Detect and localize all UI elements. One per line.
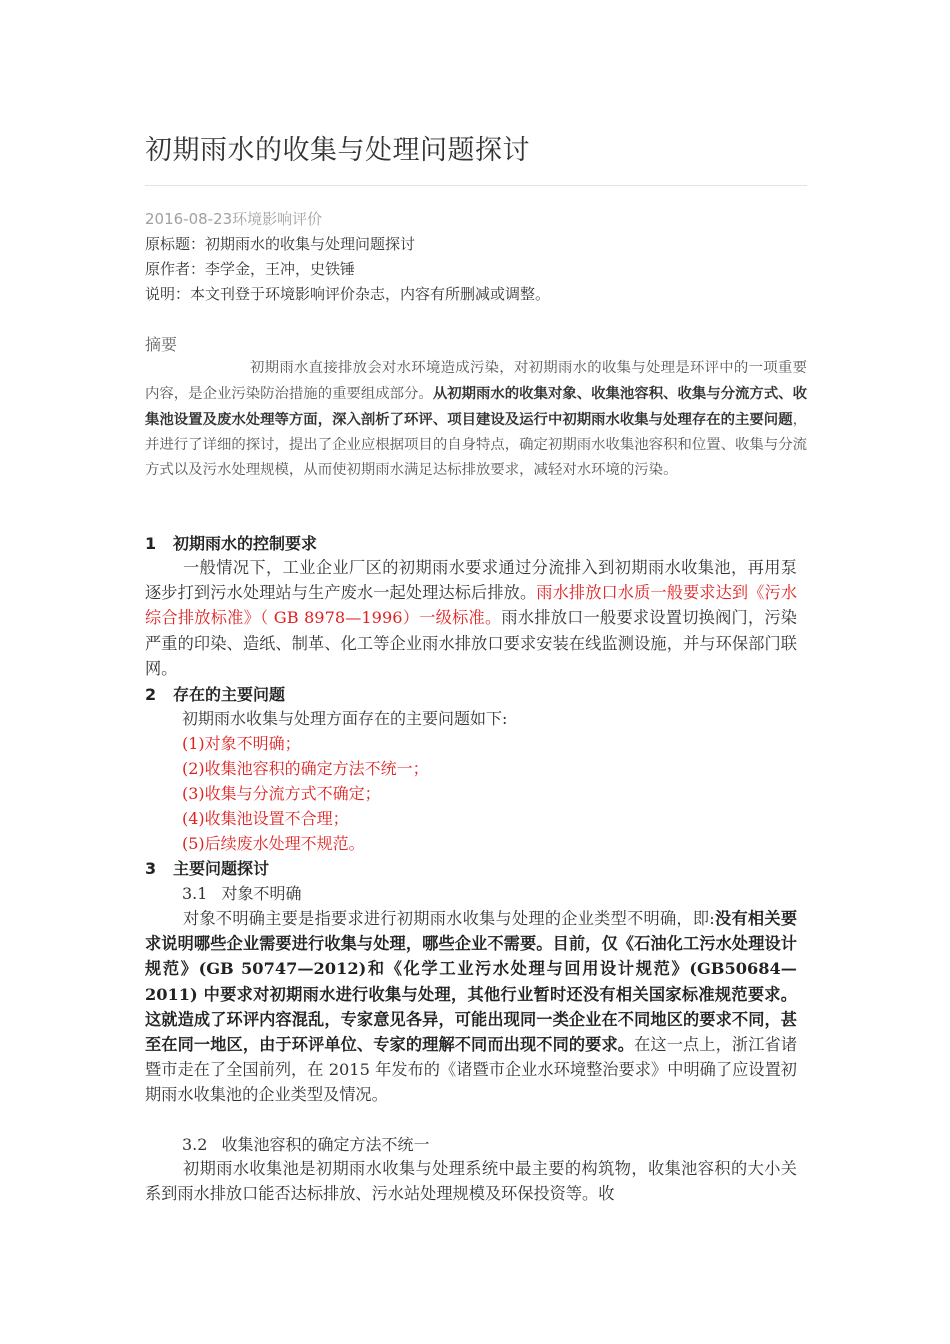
subsection-3-2-number: 3.2: [182, 1135, 208, 1154]
section-3-number: 3: [145, 859, 157, 878]
original-authors: 原作者：李学金，王冲，史铁锤: [145, 260, 356, 278]
section-2-number: 2: [145, 685, 157, 704]
abstract-text-end: ，并进行了详细的探讨，提出了企业应根据项目的自身特点，确定初期雨水收集池容积和位置、收集与分流方式以及污水处理规模，从而使初期雨水满足达标排放要求，减轻对水环境的污染。: [145, 412, 807, 478]
section-1-title: 初期雨水的控制要求: [173, 534, 318, 553]
section-3-title: 主要问题探讨: [173, 859, 270, 878]
subsection-3-1-title: 对象不明确: [221, 884, 302, 903]
subsection-3-2-paragraph: 初期雨水收集池是初期雨水收集与处理系统中最主要的构筑物，收集池容积的大小关系到雨水排放口能否达标排放、污水站处理规模及环保投资等。收: [145, 1159, 797, 1204]
problem-item-2: (2)收集池容积的确定方法不统一；: [182, 759, 429, 778]
section-2-intro: 初期雨水收集与处理方面存在的主要问题如下:: [182, 709, 508, 728]
subsection-3-2-heading: [182, 1132, 429, 1155]
subsection-3-1-paragraph: [145, 906, 797, 1108]
section-1-text-a: 一般情况下，工业企业厂区的初期雨水要求通过分流排入到初期雨水收集池，再用泵逐步打到污水处理站与生产废水一起处理达标后排放。: [145, 558, 797, 603]
section-1-text-b: 雨水排放口一般要求设置切换阀门，污染严重的印染、造纸、制革、化工等企业雨水排放口要求安装在线监测设施，并与环保部门联网。: [145, 608, 797, 678]
title-divider: [145, 185, 807, 186]
section-1-text-highlight: 雨水排放口水质一般要求达到《污水综合排放标准》（ GB 8978—1996）一级标准。: [145, 583, 798, 628]
subsection-3-1-text-bold: 没有相关要求说明哪些企业需要进行收集与处理，哪些企业不需要。目前，仅《石油化工污水处理设计规范》(GB 50747—2012)和《化学工业污水处理与回用设计规范》(GB50684—2011) 中要求对初期雨水进行收集与处理，其他行业暂时还没有相关国家标准规范要求。这就造成了环评内容混乱，专家意见各异，可能出现同一类企业在不同地区的要求不同，甚至在同一地区，由于环评单位、专家的理解不同而出现不同的要求。: [145, 909, 798, 1055]
subsection-3-1-heading: [182, 881, 301, 904]
problem-item-3: (3)收集与分流方式不确定；: [182, 784, 381, 803]
problem-item-4: (4)收集池设置不合理；: [182, 809, 349, 828]
section-1-heading: [145, 531, 317, 554]
subsection-3-1-text-a: 对象不明确主要是指要求进行初期雨水收集与处理的企业类型不明确，即:: [183, 909, 715, 928]
section-2-heading: [145, 682, 285, 705]
article-note: 说明：本文刊登于环境影响评价杂志，内容有所删减或调整。: [145, 285, 551, 303]
article-date-category: 2016-08-23环境影响评价: [145, 210, 323, 228]
problem-item-1: (1)对象不明确；: [182, 734, 301, 753]
subsection-3-1-text-b: 在这一点上，浙江省诸暨市走在了全国前列，在 2015 年发布的《诸暨市企业水环境整治要求》中明确了应设置初期雨水收集池的企业类型及情况。: [145, 1035, 798, 1105]
abstract-heading: 摘要: [145, 335, 178, 354]
subsection-3-2-title: 收集池容积的确定方法不统一: [221, 1135, 430, 1154]
section-3-heading: [145, 856, 269, 879]
section-1-number: 1: [145, 534, 157, 553]
abstract-text-bold: 从初期雨水的收集对象、收集池容积、收集与分流方式、收集池设置及废水处理等方面，深入剖析了环评、项目建设及运行中初期雨水收集与处理存在的主要问题: [145, 385, 807, 428]
subsection-3-1-number: 3.1: [182, 884, 208, 903]
abstract-paragraph: [145, 356, 807, 483]
section-2-title: 存在的主要问题: [173, 685, 286, 704]
article-title: 初期雨水的收集与处理问题探讨: [145, 135, 530, 166]
original-title: 原标题：初期雨水的收集与处理问题探讨: [145, 235, 416, 253]
abstract-text-start: 初期雨水直接排放会对水环境造成污染，对初期雨水的收集与处理是环评中的一项重要内容，是企业污染防治措施的重要组成部分。: [145, 360, 807, 402]
problem-item-5: (5)后续废水处理不规范。: [182, 834, 365, 853]
section-1-paragraph: [145, 555, 797, 681]
